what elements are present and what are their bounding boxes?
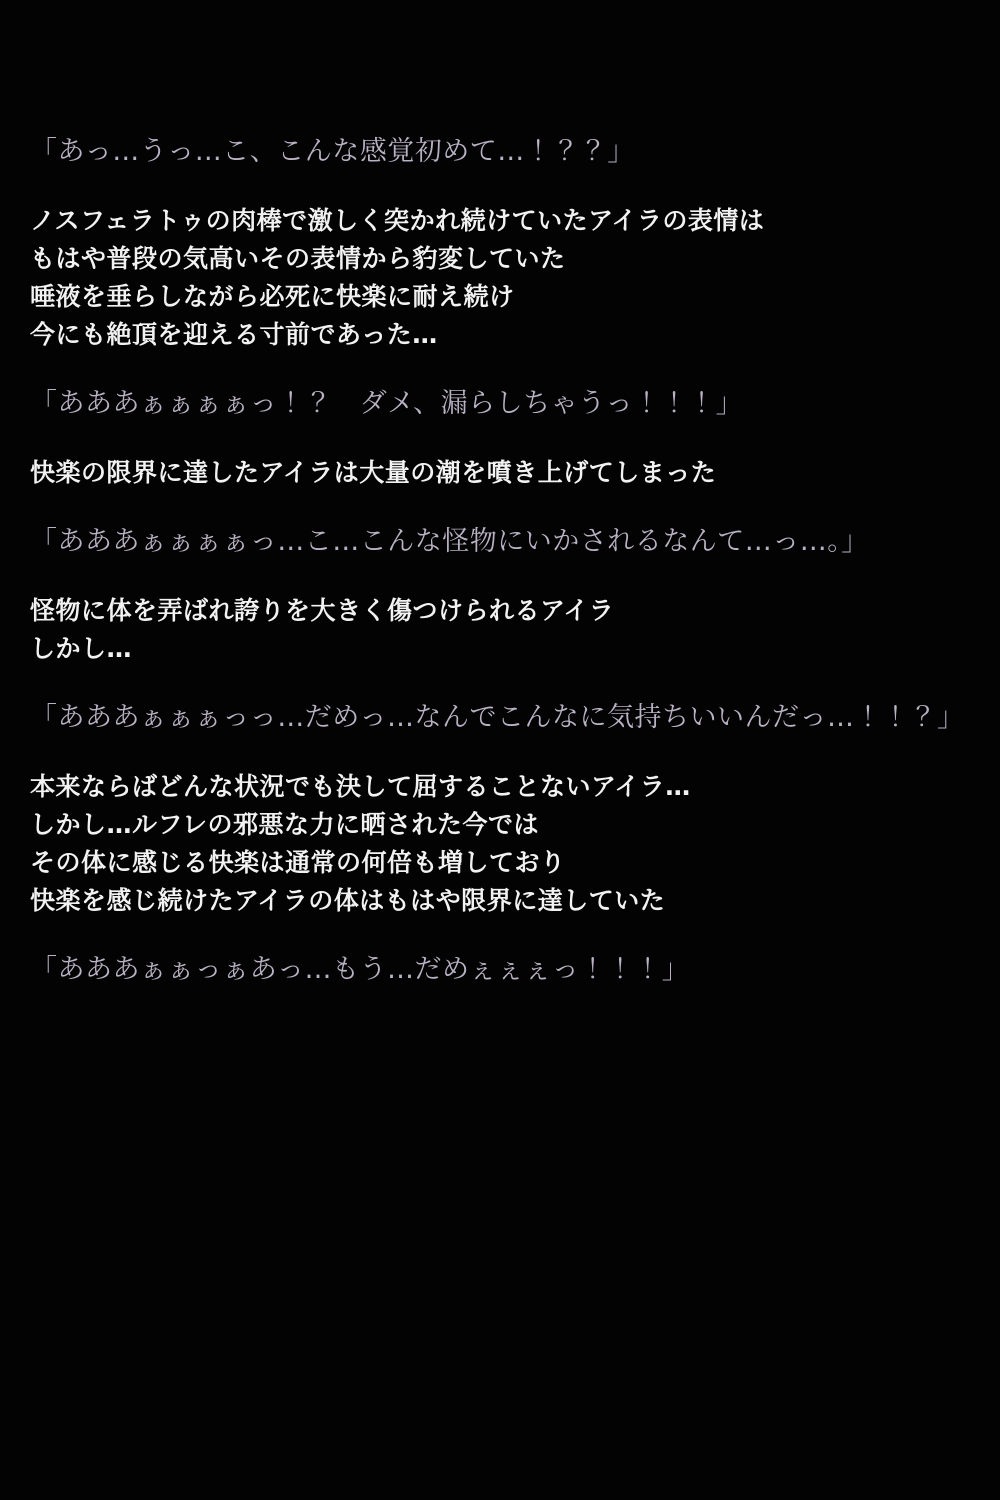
narration-block-2 [30, 454, 970, 492]
text-line: 「あああぁぁっぁあっ…もう…だめぇぇぇっ！！！」 [30, 954, 690, 985]
text-line: 本来ならばどんな状況でも決して屈することないアイラ… [30, 772, 691, 801]
block-spacer [30, 668, 970, 698]
narration-block-3 [30, 592, 970, 668]
text-line: 「あああぁぁぁぁっ！？ ダメ、漏らしちゃうっ！！！」 [30, 388, 744, 419]
dialogue-block-2 [30, 384, 970, 424]
text-line: 怪物に体を弄ばれ誇りを大きく傷つけられるアイラ [30, 596, 615, 625]
block-spacer [30, 424, 970, 454]
text-line: 快楽を感じ続けたアイラの体はもはや限界に達していた [30, 886, 666, 915]
text-line: しかし… [30, 634, 133, 663]
text-line: 「あっ…うっ…こ、こんな感覚初めて…！？？」 [30, 136, 635, 167]
dialogue-block-4 [30, 698, 970, 738]
text-line: その体に感じる快楽は通常の何倍も増しており [30, 848, 566, 877]
narration-block-1 [30, 202, 970, 354]
block-spacer [30, 354, 970, 384]
block-spacer [30, 562, 970, 592]
text-line: 今にも絶頂を迎える寸前であった… [30, 320, 438, 349]
text-line: 「あああぁぁぁぁっ…こ…こんな怪物にいかされるなんて…っ…。」 [30, 526, 869, 557]
block-spacer [30, 738, 970, 768]
story-text-body [30, 132, 970, 990]
text-line: ノスフェラトゥの肉棒で激しく突かれ続けていたアイラの表情は [30, 206, 765, 235]
dialogue-block-3 [30, 522, 970, 562]
text-line: 唾液を垂らしながら必死に快楽に耐え続け [30, 282, 515, 311]
block-spacer [30, 492, 970, 522]
block-spacer [30, 172, 970, 202]
text-line: もはや普段の気高いその表情から豹変していた [30, 244, 566, 273]
text-line: しかし…ルフレの邪悪な力に晒された今では [30, 810, 540, 839]
block-spacer [30, 920, 970, 950]
dialogue-block-1 [30, 132, 970, 172]
text-line: 快楽の限界に達したアイラは大量の潮を噴き上げてしまった [30, 458, 717, 487]
dialogue-block-5 [30, 950, 970, 990]
text-line: 「あああぁぁぁっっ…だめっ…なんでこんなに気持ちいいんだっ…！！？」 [30, 702, 965, 733]
narration-block-4 [30, 768, 970, 920]
